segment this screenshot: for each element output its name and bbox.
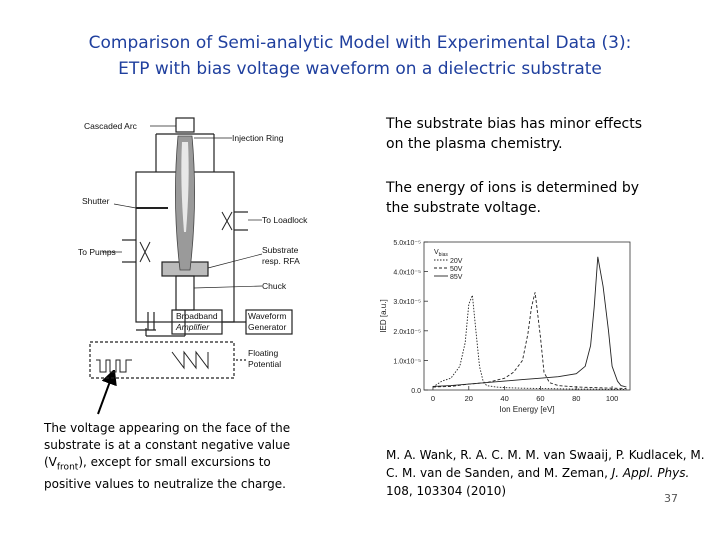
series-line-50V	[433, 292, 626, 388]
slide-title-line1: Comparison of Semi-analytic Model with Experimental Data (3):	[88, 33, 632, 53]
x-tick-label: 60	[536, 394, 545, 403]
x-tick-label: 80	[572, 394, 581, 403]
y-axis-label: IED [a.u.]	[379, 299, 388, 333]
citation-line2	[386, 464, 706, 482]
label-amplifier: Amplifier	[176, 322, 210, 332]
x-tick-label: 20	[464, 394, 473, 403]
bullet2-line2: the substrate voltage.	[386, 200, 541, 216]
etp-reactor-diagram	[76, 112, 308, 380]
x-tick-label: 100	[605, 394, 619, 403]
y-tick-label: 2.0x10⁻⁵	[393, 328, 421, 336]
legend-label-50V: 50V	[450, 266, 463, 273]
bullet-ion-energy	[386, 178, 639, 218]
y-tick-label: 1.0x10⁻⁵	[393, 358, 421, 366]
x-tick-label: 40	[500, 394, 509, 403]
legend-label-85V: 85V	[450, 274, 463, 281]
citation-authors: C. M. van de Sanden, and M. Zeman,	[386, 466, 612, 480]
bullet-substrate-bias	[386, 114, 642, 154]
label-shutter: Shutter	[82, 196, 110, 206]
ied-chart	[372, 234, 662, 414]
slide-title-line2: ETP with bias voltage waveform on a dielectric substrate	[118, 59, 602, 79]
cascaded-arc-body	[176, 118, 194, 132]
caption-line2: substrate is at a constant negative value	[44, 438, 291, 452]
label-cascaded-arc: Cascaded Arc	[84, 121, 137, 131]
citation	[386, 446, 706, 500]
label-to-pumps: To Pumps	[78, 247, 116, 257]
label-injection-ring: Injection Ring	[232, 133, 284, 143]
citation-journal: J. Appl. Phys.	[611, 466, 690, 480]
page-number: 37	[664, 492, 678, 505]
sawtooth-waveform	[172, 352, 208, 368]
label-to-loadlock: To Loadlock	[262, 215, 308, 225]
square-waveform	[96, 360, 132, 372]
caption-line1: The voltage appearing on the face of the	[44, 421, 291, 435]
legend-label-20V: 20V	[450, 258, 463, 265]
x-axis-label: Ion Energy [eV]	[499, 405, 555, 414]
caption-line4: positive values to neutralize the charge.	[44, 477, 286, 492]
label-substrate: Substrate	[262, 245, 299, 255]
caption-line3	[44, 454, 324, 476]
y-tick-label: 0.0	[411, 388, 421, 395]
citation-line1: M. A. Wank, R. A. C. M. M. van Swaaij, P. Kudlacek, M.	[386, 448, 705, 462]
citation-line3: 108, 103304 (2010)	[386, 484, 507, 498]
label-potential: Potential	[248, 359, 282, 369]
label-waveform: Waveform	[248, 311, 287, 321]
bullet1-line2: on the plasma chemistry.	[386, 136, 563, 152]
y-tick-label: 5.0x10⁻⁵	[393, 240, 421, 247]
chart-legend	[434, 249, 463, 281]
slide-title	[0, 30, 720, 82]
y-tick-label: 4.0x10⁻⁵	[393, 269, 421, 277]
floating-potential-box	[90, 342, 234, 378]
caption-vfront-sub: front	[56, 462, 79, 473]
y-tick-label: 3.0x10⁻⁵	[393, 299, 421, 307]
bullet1-line1: The substrate bias has minor effects	[386, 116, 643, 132]
chuck	[176, 276, 194, 310]
caption-line3-rest: ), except for small excursions to	[78, 455, 271, 469]
series-line-20V	[433, 295, 626, 389]
voltage-caption	[44, 420, 324, 493]
x-tick-label: 0	[430, 394, 436, 403]
caption-vfront-prefix: (V	[44, 455, 57, 469]
legend-title: $V_{bias}$	[434, 249, 448, 258]
label-generator: Generator	[248, 322, 287, 332]
label-floating: Floating	[248, 348, 279, 358]
label-resp-rfa: resp. RFA	[262, 256, 300, 266]
label-chuck: Chuck	[262, 281, 287, 291]
label-broadband: Broadband	[176, 311, 218, 321]
bullet2-line1: The energy of ions is determined by	[386, 180, 640, 196]
